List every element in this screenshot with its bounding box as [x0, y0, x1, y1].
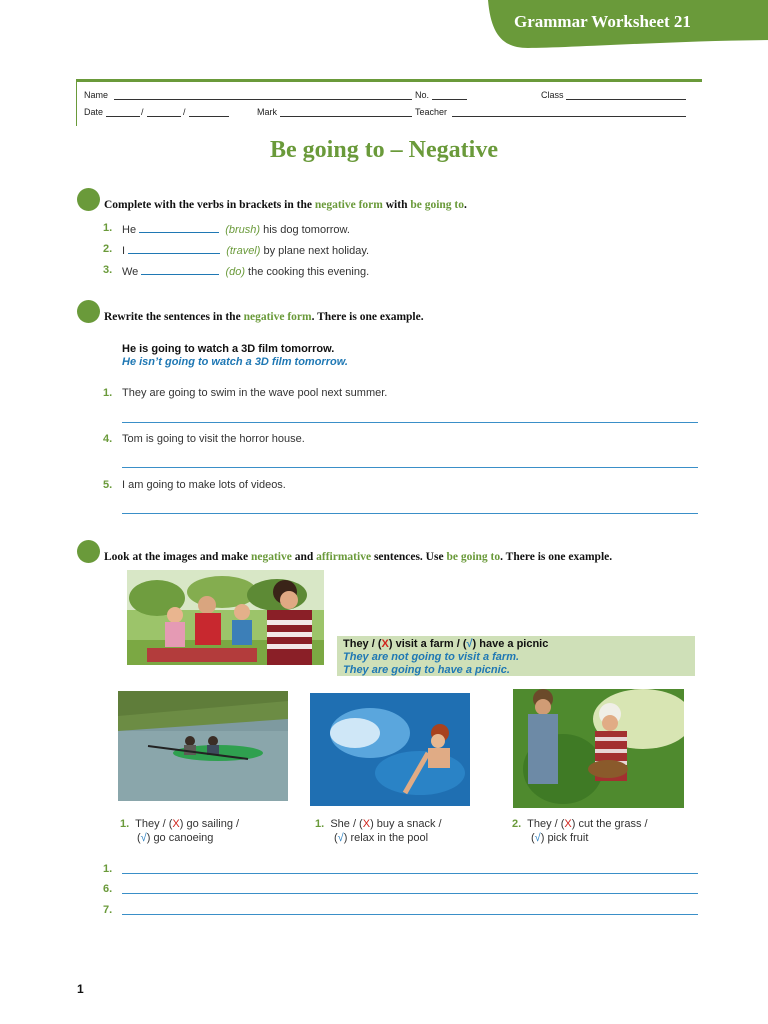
item-number: 4. [103, 433, 113, 445]
page-number: 1 [77, 982, 84, 996]
date-day-field[interactable] [106, 116, 140, 117]
exercise-item: We (do) the cooking this evening. [122, 266, 370, 278]
pool-photo [310, 693, 482, 806]
date-year-field[interactable] [189, 116, 229, 117]
picnic-photo [127, 570, 324, 665]
example-sentence: He is going to watch a 3D film tomorrow. [122, 343, 335, 355]
example-answer-negative: They are not going to visit a farm. [343, 651, 520, 663]
teacher-field[interactable] [452, 116, 686, 117]
image-caption: 1. They / (X) go sailing / (√) go canoeing [120, 818, 240, 844]
page-title: Be going to – Negative [270, 137, 498, 163]
no-label: No. [415, 90, 430, 100]
example-answer: He isn’t going to watch a 3D film tomorrow. [122, 356, 348, 368]
mark-field[interactable] [280, 116, 412, 117]
no-field[interactable] [432, 99, 467, 100]
item-number: 7. [103, 904, 113, 916]
section-bullet [77, 188, 100, 211]
answer-line[interactable] [122, 467, 698, 468]
fruit-picking-photo [513, 689, 684, 808]
answer-blank[interactable] [128, 243, 220, 254]
class-label: Class [541, 90, 564, 100]
item-number: 1. [103, 222, 113, 234]
item-number: 6. [103, 883, 113, 895]
date-label: Date [84, 107, 104, 117]
item-number: 3. [103, 264, 113, 276]
answer-line[interactable] [122, 513, 698, 514]
section2-instructions: Rewrite the sentences in the negative form. There is one example. [104, 311, 424, 323]
exercise-item: Tom is going to visit the horror house. [122, 433, 305, 445]
item-number: 2. [103, 243, 113, 255]
item-number: 1. [103, 863, 113, 875]
mark-label: Mark [257, 107, 277, 117]
exercise-item: I am going to make lots of videos. [122, 479, 286, 491]
section-bullet [77, 540, 100, 563]
image-caption: 2. They / (X) cut the grass / (√) pick fruit [512, 818, 648, 844]
teacher-label: Teacher [415, 107, 448, 117]
name-label: Name [84, 90, 109, 100]
example-answer-affirmative: They are going to have a picnic. [343, 664, 510, 676]
image-caption: 1. She / (X) buy a snack / (√) relax in the pool [315, 818, 442, 844]
exercise-item: He (brush) his dog tomorrow. [122, 224, 350, 236]
class-field[interactable] [566, 99, 686, 100]
answer-line[interactable] [122, 893, 698, 894]
date-slash: / [183, 107, 186, 117]
canoe-photo [118, 691, 288, 801]
name-field[interactable] [114, 99, 412, 100]
item-number: 5. [103, 479, 113, 491]
answer-blank[interactable] [139, 222, 219, 233]
example-prompt: They / (X) visit a farm / (√) have a picnic [343, 638, 549, 650]
worksheet-title: Grammar Worksheet 21 [514, 12, 691, 31]
section-bullet [77, 300, 100, 323]
student-info-box [76, 79, 702, 126]
answer-line[interactable] [122, 914, 698, 915]
date-slash: / [141, 107, 144, 117]
exercise-item: They are going to swim in the wave pool next summer. [122, 387, 388, 399]
item-number: 1. [103, 387, 113, 399]
section1-instructions: Complete with the verbs in brackets in the negative form with be going to. [104, 199, 467, 211]
date-month-field[interactable] [147, 116, 181, 117]
answer-blank[interactable] [141, 264, 219, 275]
section3-instructions: Look at the images and make negative and affirmative sentences. Use be going to. There is one example. [104, 551, 613, 563]
answer-line[interactable] [122, 873, 698, 874]
exercise-item: I (travel) by plane next holiday. [122, 245, 370, 257]
answer-line[interactable] [122, 422, 698, 423]
